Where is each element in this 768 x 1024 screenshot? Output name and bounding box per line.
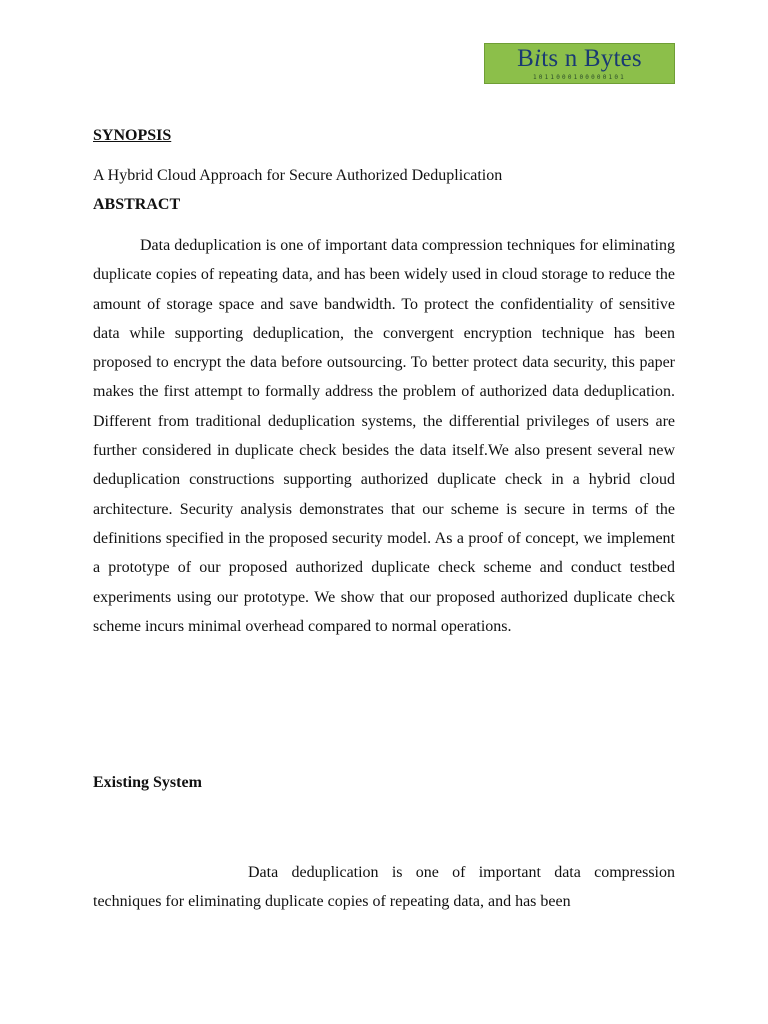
abstract-paragraph: Data deduplication is one of important data compression techniques for eliminating duplicate copies of repeating data, and has been widely used in cloud storage to reduce the amount of storage space and save bandwidth. To protect the confidentiality of sensitive data while supporting deduplication, the convergent encryption technique has been proposed to encrypt the data before outsourcing. To better protect data security, this paper makes the first attempt to formally address the problem of authorized data deduplication. Different from traditional deduplication systems, the differential privileges of users are further considered in duplicate check besides the data itself.We also present several new deduplication constructions supporting authorized duplicate check in a hybrid cloud architecture. Security analysis demonstrates that our scheme is secure in terms of the definitions specified in the proposed security model. As a proof of concept, we implement a prototype of our proposed authorized duplicate check scheme and conduct testbed experiments using our prototype. We show that our proposed authorized duplicate check scheme incurs minimal overhead compared to normal operations. — [93, 237, 675, 635]
document-title: A Hybrid Cloud Approach for Secure Authorized Deduplication — [93, 167, 503, 184]
existing-system-paragraph: Data deduplication is one of important data compression techniques for eliminating duplicate copies of repeating data, and has been — [93, 864, 675, 910]
synopsis-heading: SYNOPSIS — [93, 127, 172, 144]
logo-wordmark: Bits n Bytes — [517, 45, 642, 72]
bits-n-bytes-logo — [484, 43, 675, 84]
abstract-heading: ABSTRACT — [93, 196, 181, 213]
logo-binary-strip: 1011000100000101 — [533, 74, 626, 81]
existing-system-heading: Existing System — [93, 774, 202, 791]
